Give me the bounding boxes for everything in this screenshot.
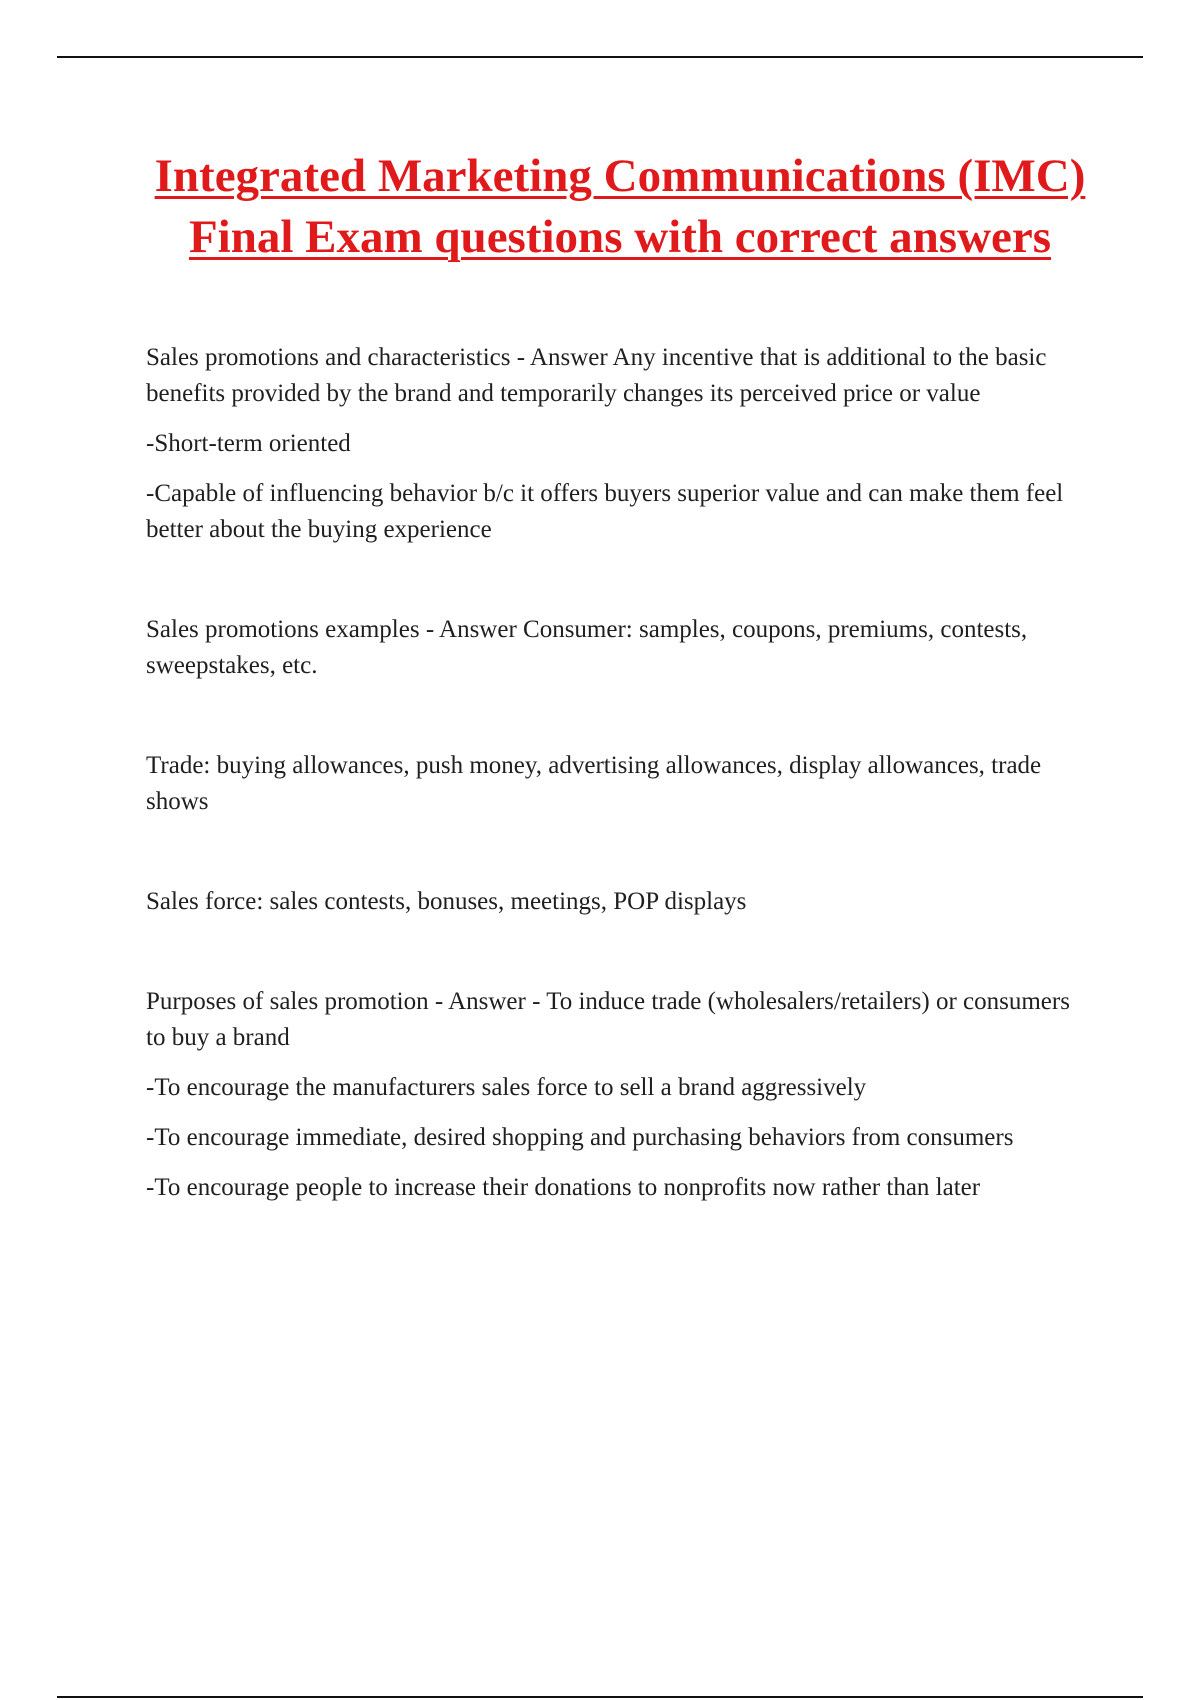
paragraph-encourage-immediate-behaviors: -To encourage immediate, desired shopping and purchasing behaviors from consumers <box>146 1124 1014 1151</box>
bottom-rule <box>57 1696 1143 1698</box>
paragraph-short-term-oriented: -Short-term oriented <box>146 430 351 457</box>
paragraph-sales-promotions-characteristics: Sales promotions and characteristics - Answer Any incentive that is additional to the basic benefits provided by the brand and temporarily changes its perceived price or value <box>146 344 1047 407</box>
top-rule <box>57 56 1143 58</box>
paragraph-sales-promotions-examples: Sales promotions examples - Answer Consumer: samples, coupons, premiums, contests, sweepstakes, etc. <box>146 616 1028 679</box>
document-body <box>146 340 1086 1206</box>
paragraph-purposes-of-sales-promotion: Purposes of sales promotion - Answer - To induce trade (wholesalers/retailers) or consumers to buy a brand <box>146 988 1070 1051</box>
paragraph-encourage-donations: -To encourage people to increase their donations to nonprofits now rather than later <box>146 1174 981 1201</box>
paragraph-sales-force-examples: Sales force: sales contests, bonuses, meetings, POP displays <box>146 888 747 915</box>
paragraph-trade-examples: Trade: buying allowances, push money, advertising allowances, display allowances, trade shows <box>146 752 1042 815</box>
document-title: Integrated Marketing Communications (IMC) Final Exam questions with correct answers <box>154 150 1086 263</box>
paragraph-capable-of-influencing: -Capable of influencing behavior b/c it offers buyers superior value and can make them feel better about the buying experience <box>146 480 1064 543</box>
paragraph-encourage-sales-force: -To encourage the manufacturers sales force to sell a brand aggressively <box>146 1074 867 1101</box>
